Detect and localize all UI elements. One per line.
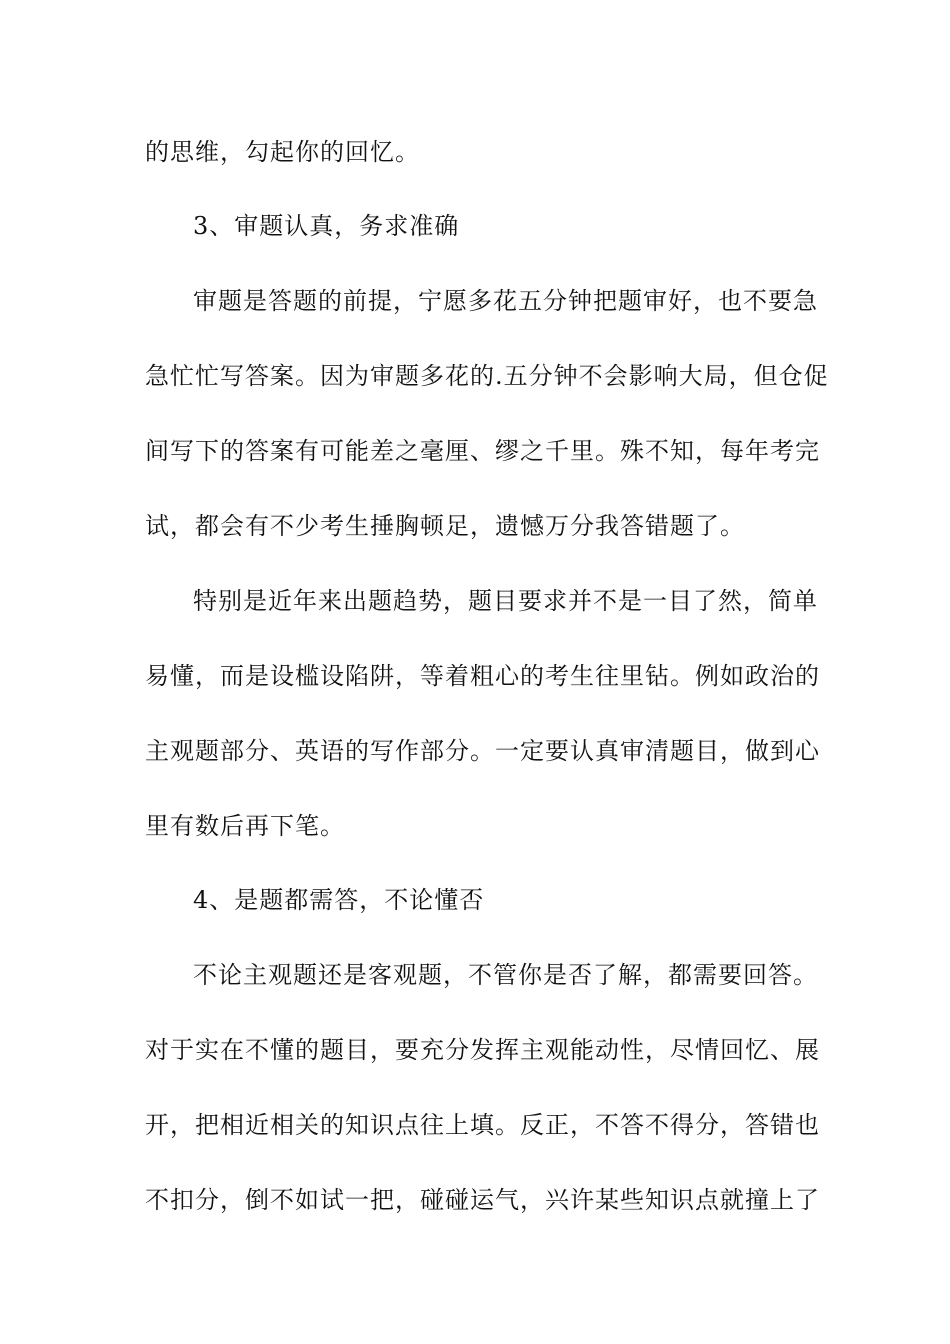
section-heading-4: 4、是题都需答，不论懂否 bbox=[193, 886, 485, 914]
paragraph-line: 不论主观题还是客观题，不管你是否了解，都需要回答。 bbox=[193, 961, 818, 989]
paragraph-line: 间写下的答案有可能差之毫厘、缪之千里。殊不知，每年考完 bbox=[145, 437, 820, 465]
paragraph-line: 的思维，勾起你的回忆。 bbox=[145, 138, 420, 166]
paragraph-line: 试，都会有不少考生捶胸顿足，遗憾万分我答错题了。 bbox=[145, 512, 745, 540]
section-heading-3: 3、审题认真，务求准确 bbox=[193, 212, 460, 240]
paragraph-line: 急忙忙写答案。因为审题多花的.五分钟不会影响大局，但仓促 bbox=[145, 362, 829, 390]
paragraph-line: 易懂，而是设槛设陷阱，等着粗心的考生往里钻。例如政治的 bbox=[145, 662, 820, 690]
paragraph-line: 开，把相近相关的知识点往上填。反正，不答不得分，答错也 bbox=[145, 1111, 820, 1139]
paragraph-line: 特别是近年来出题趋势，题目要求并不是一目了然，简单 bbox=[193, 587, 818, 615]
paragraph-line: 对于实在不懂的题目，要充分发挥主观能动性，尽情回忆、展 bbox=[145, 1036, 820, 1064]
paragraph-line: 审题是答题的前提，宁愿多花五分钟把题审好，也不要急 bbox=[193, 287, 818, 315]
paragraph-line: 里有数后再下笔。 bbox=[145, 812, 345, 840]
paragraph-line: 不扣分，倒不如试一把，碰碰运气，兴许某些知识点就撞上了 bbox=[145, 1186, 820, 1214]
paragraph-line: 主观题部分、英语的写作部分。一定要认真审清题目，做到心 bbox=[145, 737, 820, 765]
